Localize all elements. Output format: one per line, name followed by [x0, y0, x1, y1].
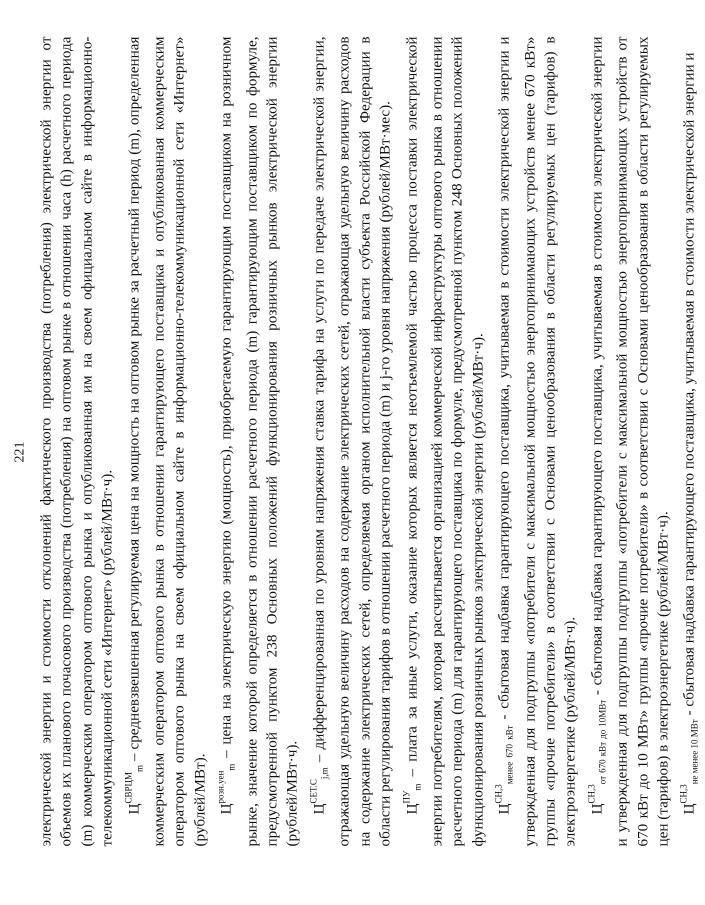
- formula-subscript: m: [134, 765, 145, 773]
- paragraph-6: [489, 37, 582, 847]
- paragraph-text: – плата за иные услуги, оказание которых является неотъемлемой частью процесса поставки электрической энергии потребителям, которая рассчитывается организацией коммерческой инфраструктуры оптового рынка в отношении расчетного периода (m) для гарантирующего поставщика по формуле, предусмотренной пунктом 248 Основных положений функционирования розничных рынков электрической энергии (рублей/МВт·ч).: [403, 36, 487, 847]
- formula-superscript: СВРЦМ: [123, 772, 134, 804]
- formula-superscript: СЕТ.С: [308, 779, 319, 804]
- paragraph-text: – средневзвешенная регулируемая цена на мощность на оптовом рынке за расчетный период (m), определенная коммерческим оператором оптового рынка в отношении гарантирующего поставщика и опубликованная коммерческим оператором оптового рынка на своем официальном сайте в информационно-телекоммуникационной сети «Интернет» (рублей/МВт).: [125, 36, 209, 847]
- paragraph-5: [396, 37, 489, 847]
- formula-symbol: Ц: [588, 803, 606, 815]
- formula-superscript: розн.уен: [215, 770, 226, 804]
- paragraph-1: [37, 37, 119, 847]
- paragraph-text: электрической энергии и стоимости отклонений фактического производства (потребления) электрической энергии от объемов их планового почасового производства (потребления) на оптовом рынке в отношении часа (h) расчетного периода (m) коммерческим оператором оптового рынка и опубликованная им на своем официальном сайте в информационно-телекоммуникационной сети «Интернет» (рублей/МВт·ч).: [37, 36, 116, 847]
- formula-symbol: Ц: [680, 803, 698, 815]
- document-page: [1, 0, 700, 905]
- formula-superscript: СН,3: [586, 784, 597, 804]
- paragraph-text: – цена на электрическую энергию (мощность), приобретаемую гарантирующим поставщиком на розничном рынке, значение которой определяется в отношении расчетного периода (m) гарантирующим поставщиком по формуле, предусмотренной пунктом 238 Основных положений функционирования розничных рынков электрической энергии (рублей/МВт·ч).: [217, 36, 301, 847]
- paragraph-text: - сбытовая надбавка гарантирующего поставщика, учитываемая в стоимости электрической энергии и утвержденная для подгруппы «потребители с максимальной мощностью энергопринимающих устройств менее 670 кВт» группы «прочие потребители» в соответствии с Основами ценообразования в области регулируемых цен (тарифов) в электроэнергетике (рублей/МВт·ч).: [495, 36, 579, 847]
- page-number: 221: [12, 441, 28, 463]
- formula-subscript: m: [226, 763, 237, 771]
- formula-superscript: ПУ: [401, 790, 411, 804]
- paragraph-2: [118, 37, 211, 847]
- formula-subscript: m: [412, 783, 422, 791]
- paragraph-3: [211, 37, 304, 847]
- formula-symbol: Ц: [495, 803, 513, 815]
- formula-superscript: СН,3: [678, 784, 689, 804]
- formula-subscript: не менее 10 МВт: [689, 719, 700, 785]
- paragraph-8: [674, 37, 705, 847]
- formula-superscript: СН,3: [493, 784, 504, 804]
- paragraph-7: [581, 37, 674, 847]
- formula-subscript: j,m: [319, 767, 330, 780]
- formula-symbol: Ц: [125, 803, 143, 815]
- formula-symbol: Ц: [310, 803, 328, 815]
- formula-subscript: от 670 кВт до 10МВт: [597, 699, 608, 785]
- formula-subscript: менее 670 кВт: [504, 725, 515, 785]
- paragraph-text: – дифференцированная по уровням напряжения ставка тарифа на услуги по передаче электрической энергии, отражающая удельную величину расходов на содержание электрических сетей, отражающая удельную величину расходов на содержание электрических сетей, определяемая органом исполнительной власти субъекта Российской Федерации в области регулирования тарифов в отношении расчетного периода (m) и j-го уровня напряжения (рублей/МВт·мес).: [310, 36, 394, 847]
- formula-symbol: Ц: [217, 803, 235, 815]
- paragraph-text: - сбытовая надбавка гарантирующего поставщика, учитываемая в стоимости электрической энергии и утвержденная для подгруппы подгруппы «потребители с максимальной мощностью энергопринимающих устройств от 670 кВт до 10 МВт» группы «прочие потребители» в соответствии с Основами ценообразования в области регулируемых цен (тарифов) в электроэнергетике (рублей/МВт·ч).: [588, 36, 672, 847]
- formula-symbol: Ц: [403, 803, 420, 815]
- paragraph-text: - сбытовая надбавка гарантирующего поставщика, учитываемая в стоимости электрической энергии и: [680, 52, 698, 720]
- body-text: [37, 37, 705, 847]
- paragraph-4: [303, 37, 396, 847]
